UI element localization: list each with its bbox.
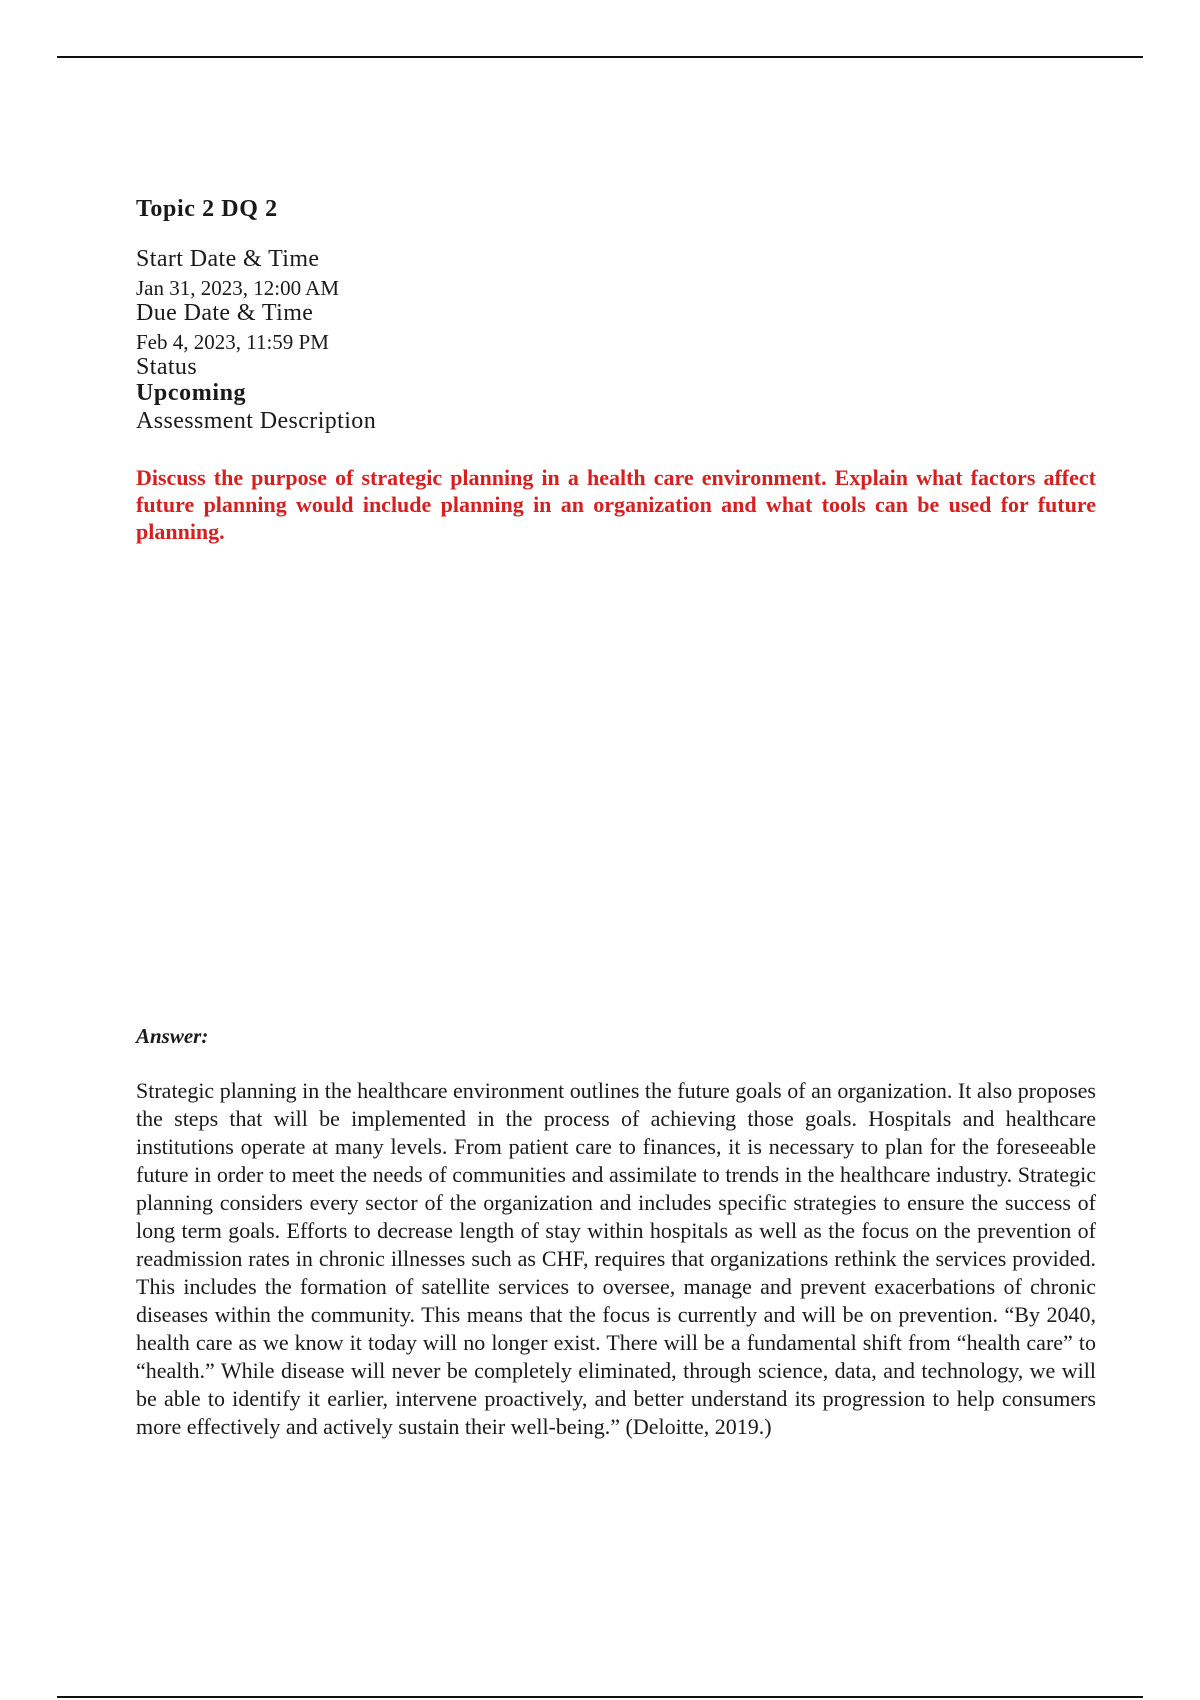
start-date-label: Start Date & Time bbox=[136, 246, 320, 272]
bottom-rule bbox=[57, 1696, 1143, 1698]
answer-heading: Answer: bbox=[136, 1024, 209, 1048]
discussion-prompt: Discuss the purpose of strategic planning in a health care environment. Explain what factors affect future planning would include planning in an organization and what tools can be used for future planning. bbox=[136, 465, 1096, 544]
page-title: Topic 2 DQ 2 bbox=[136, 196, 278, 222]
answer-paragraph: Strategic planning in the healthcare environment outlines the future goals of an organization. It also proposes the steps that will be implemented in the process of achieving those goals. Hospitals and healthcare institutions operate at many levels. From patient care to finances, it is necessary to plan for the foreseeable future in order to meet the needs of communities and assimilate to trends in the healthcare industry. Strategic planning considers every sector of the organization and includes specific strategies to ensure the success of long term goals. Efforts to decrease length of stay within hospitals as well as the focus on the prevention of readmission rates in chronic illnesses such as CHF, requires that organizations rethink the services provided. This includes the formation of satellite services to oversee, manage and prevent exacerbations of chronic diseases within the community. This means that the focus is currently and will be on prevention. “By 2040, health care as we know it today will no longer exist. There will be a fundamental shift from “health care” to “health.” While disease will never be completely eliminated, through science, data, and technology, we will be able to identify it earlier, intervene proactively, and better understand its progression to help consumers more effectively and actively sustain their well-being.” (Deloitte, 2019.) bbox=[136, 1078, 1096, 1439]
due-date-value: Feb 4, 2023, 11:59 PM bbox=[136, 330, 329, 354]
due-date-label: Due Date & Time bbox=[136, 300, 314, 326]
start-date-value: Jan 31, 2023, 12:00 AM bbox=[136, 276, 340, 300]
status-value: Upcoming bbox=[136, 380, 247, 406]
assessment-description-label: Assessment Description bbox=[136, 408, 377, 434]
top-rule bbox=[57, 56, 1143, 58]
status-label: Status bbox=[136, 354, 198, 380]
